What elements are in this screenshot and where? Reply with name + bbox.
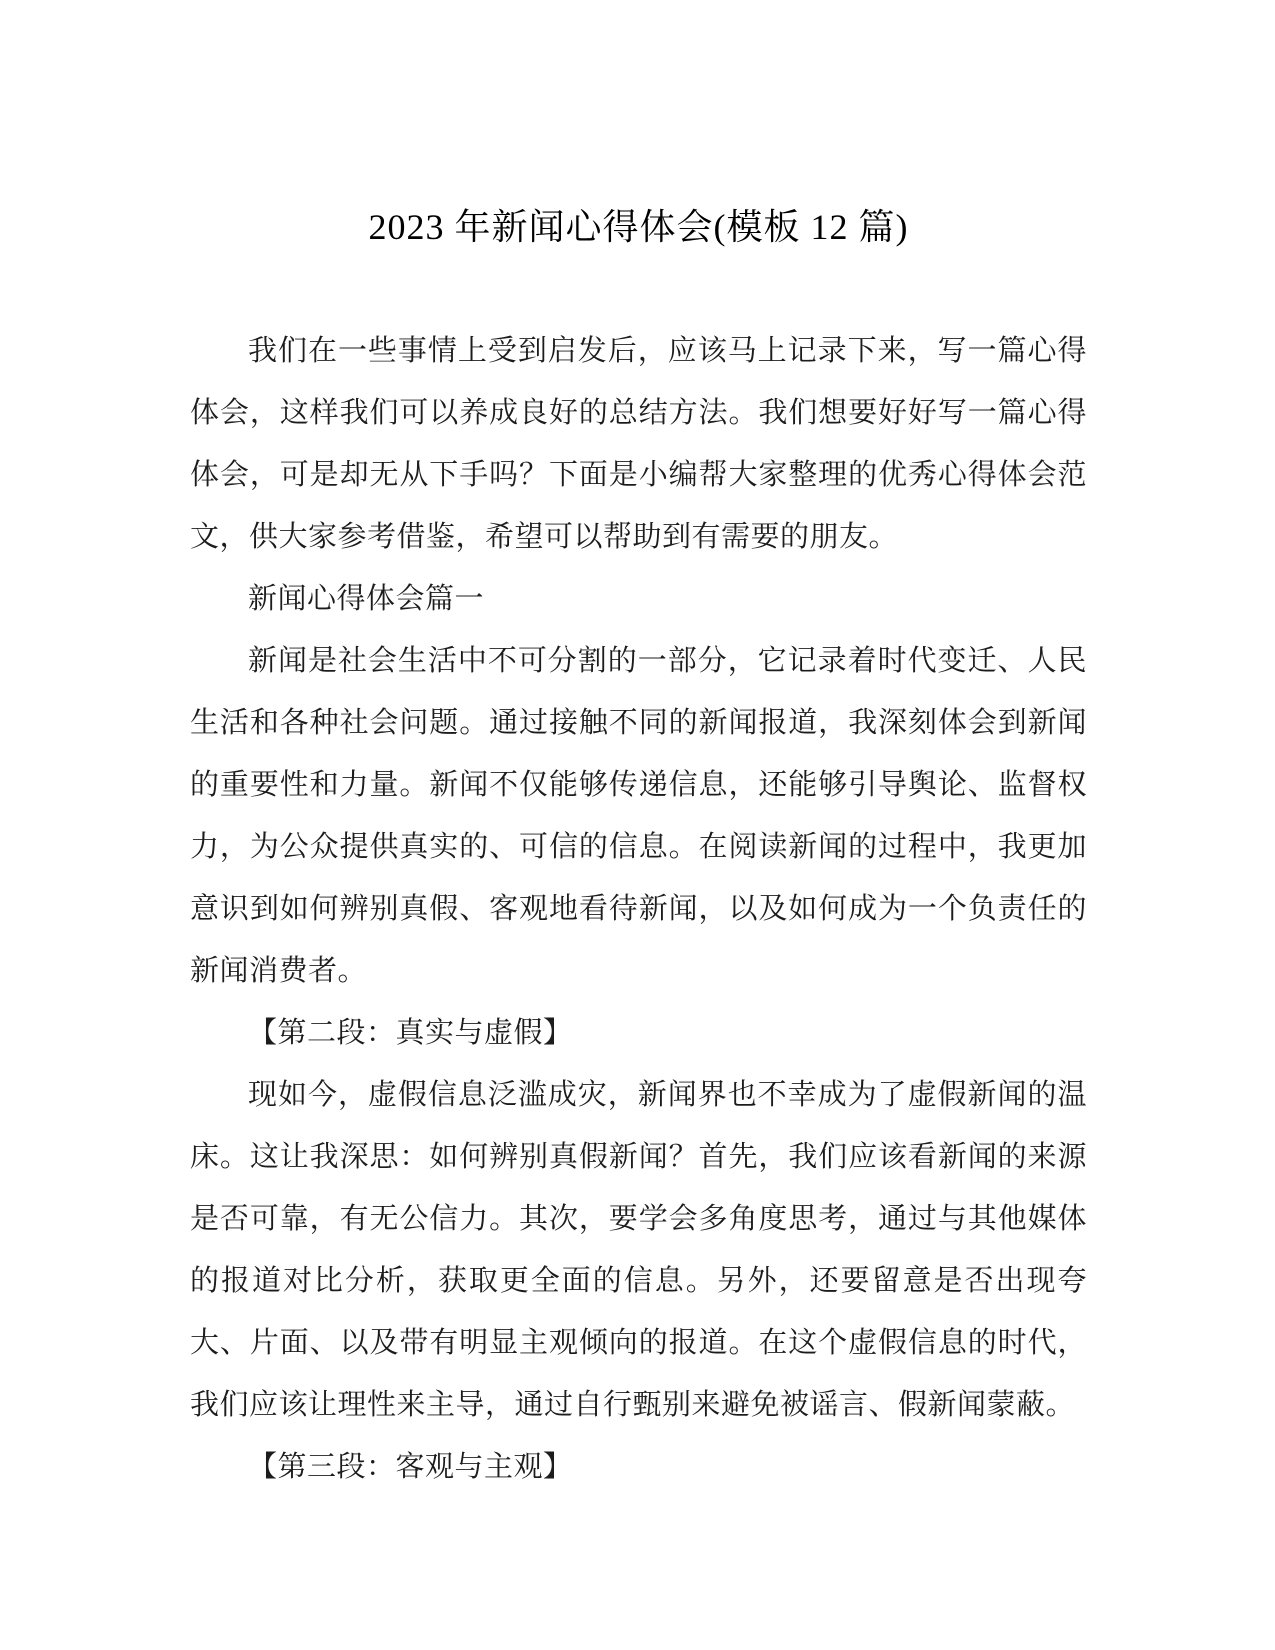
paragraph: 新闻是社会生活中不可分割的一部分，它记录着时代变迁、人民生活和各种社会问题。通过接触不同的新闻报道，我深刻体会到新闻的重要性和力量。新闻不仅能够传递信息，还能够引导舆论、监督权力，为公众提供真实的、可信的信息。在阅读新闻的过程中，我更加意识到如何辨别真假、客观地看待新闻，以及如何成为一个负责任的新闻消费者。 <box>190 645 1087 987</box>
document-title: 2023 年新闻心得体会(模板 12 篇) <box>368 207 909 247</box>
paragraph: 我们在一些事情上受到启发后，应该马上记录下来，写一篇心得体会，这样我们可以养成良好的总结方法。我们想要好好写一篇心得体会，可是却无从下手吗？下面是小编帮大家整理的优秀心得体会范文，供大家参考借鉴，希望可以帮助到有需要的朋友。 <box>190 335 1087 553</box>
document-body <box>190 320 1087 1498</box>
paragraph: 新闻心得体会篇一 <box>248 583 485 615</box>
section-heading: 【第二段：真实与虚假】 <box>248 1017 573 1049</box>
section-heading: 【第三段：客观与主观】 <box>248 1451 573 1483</box>
paragraph: 现如今，虚假信息泛滥成灾，新闻界也不幸成为了虚假新闻的温床。这让我深思：如何辨别真假新闻？首先，我们应该看新闻的来源是否可靠，有无公信力。其次，要学会多角度思考，通过与其他媒体的报道对比分析，获取更全面的信息。另外，还要留意是否出现夸大、片面、以及带有明显主观倾向的报道。在这个虚假信息的时代，我们应该让理性来主导，通过自行甄别来避免被谣言、假新闻蒙蔽。 <box>190 1079 1087 1421</box>
